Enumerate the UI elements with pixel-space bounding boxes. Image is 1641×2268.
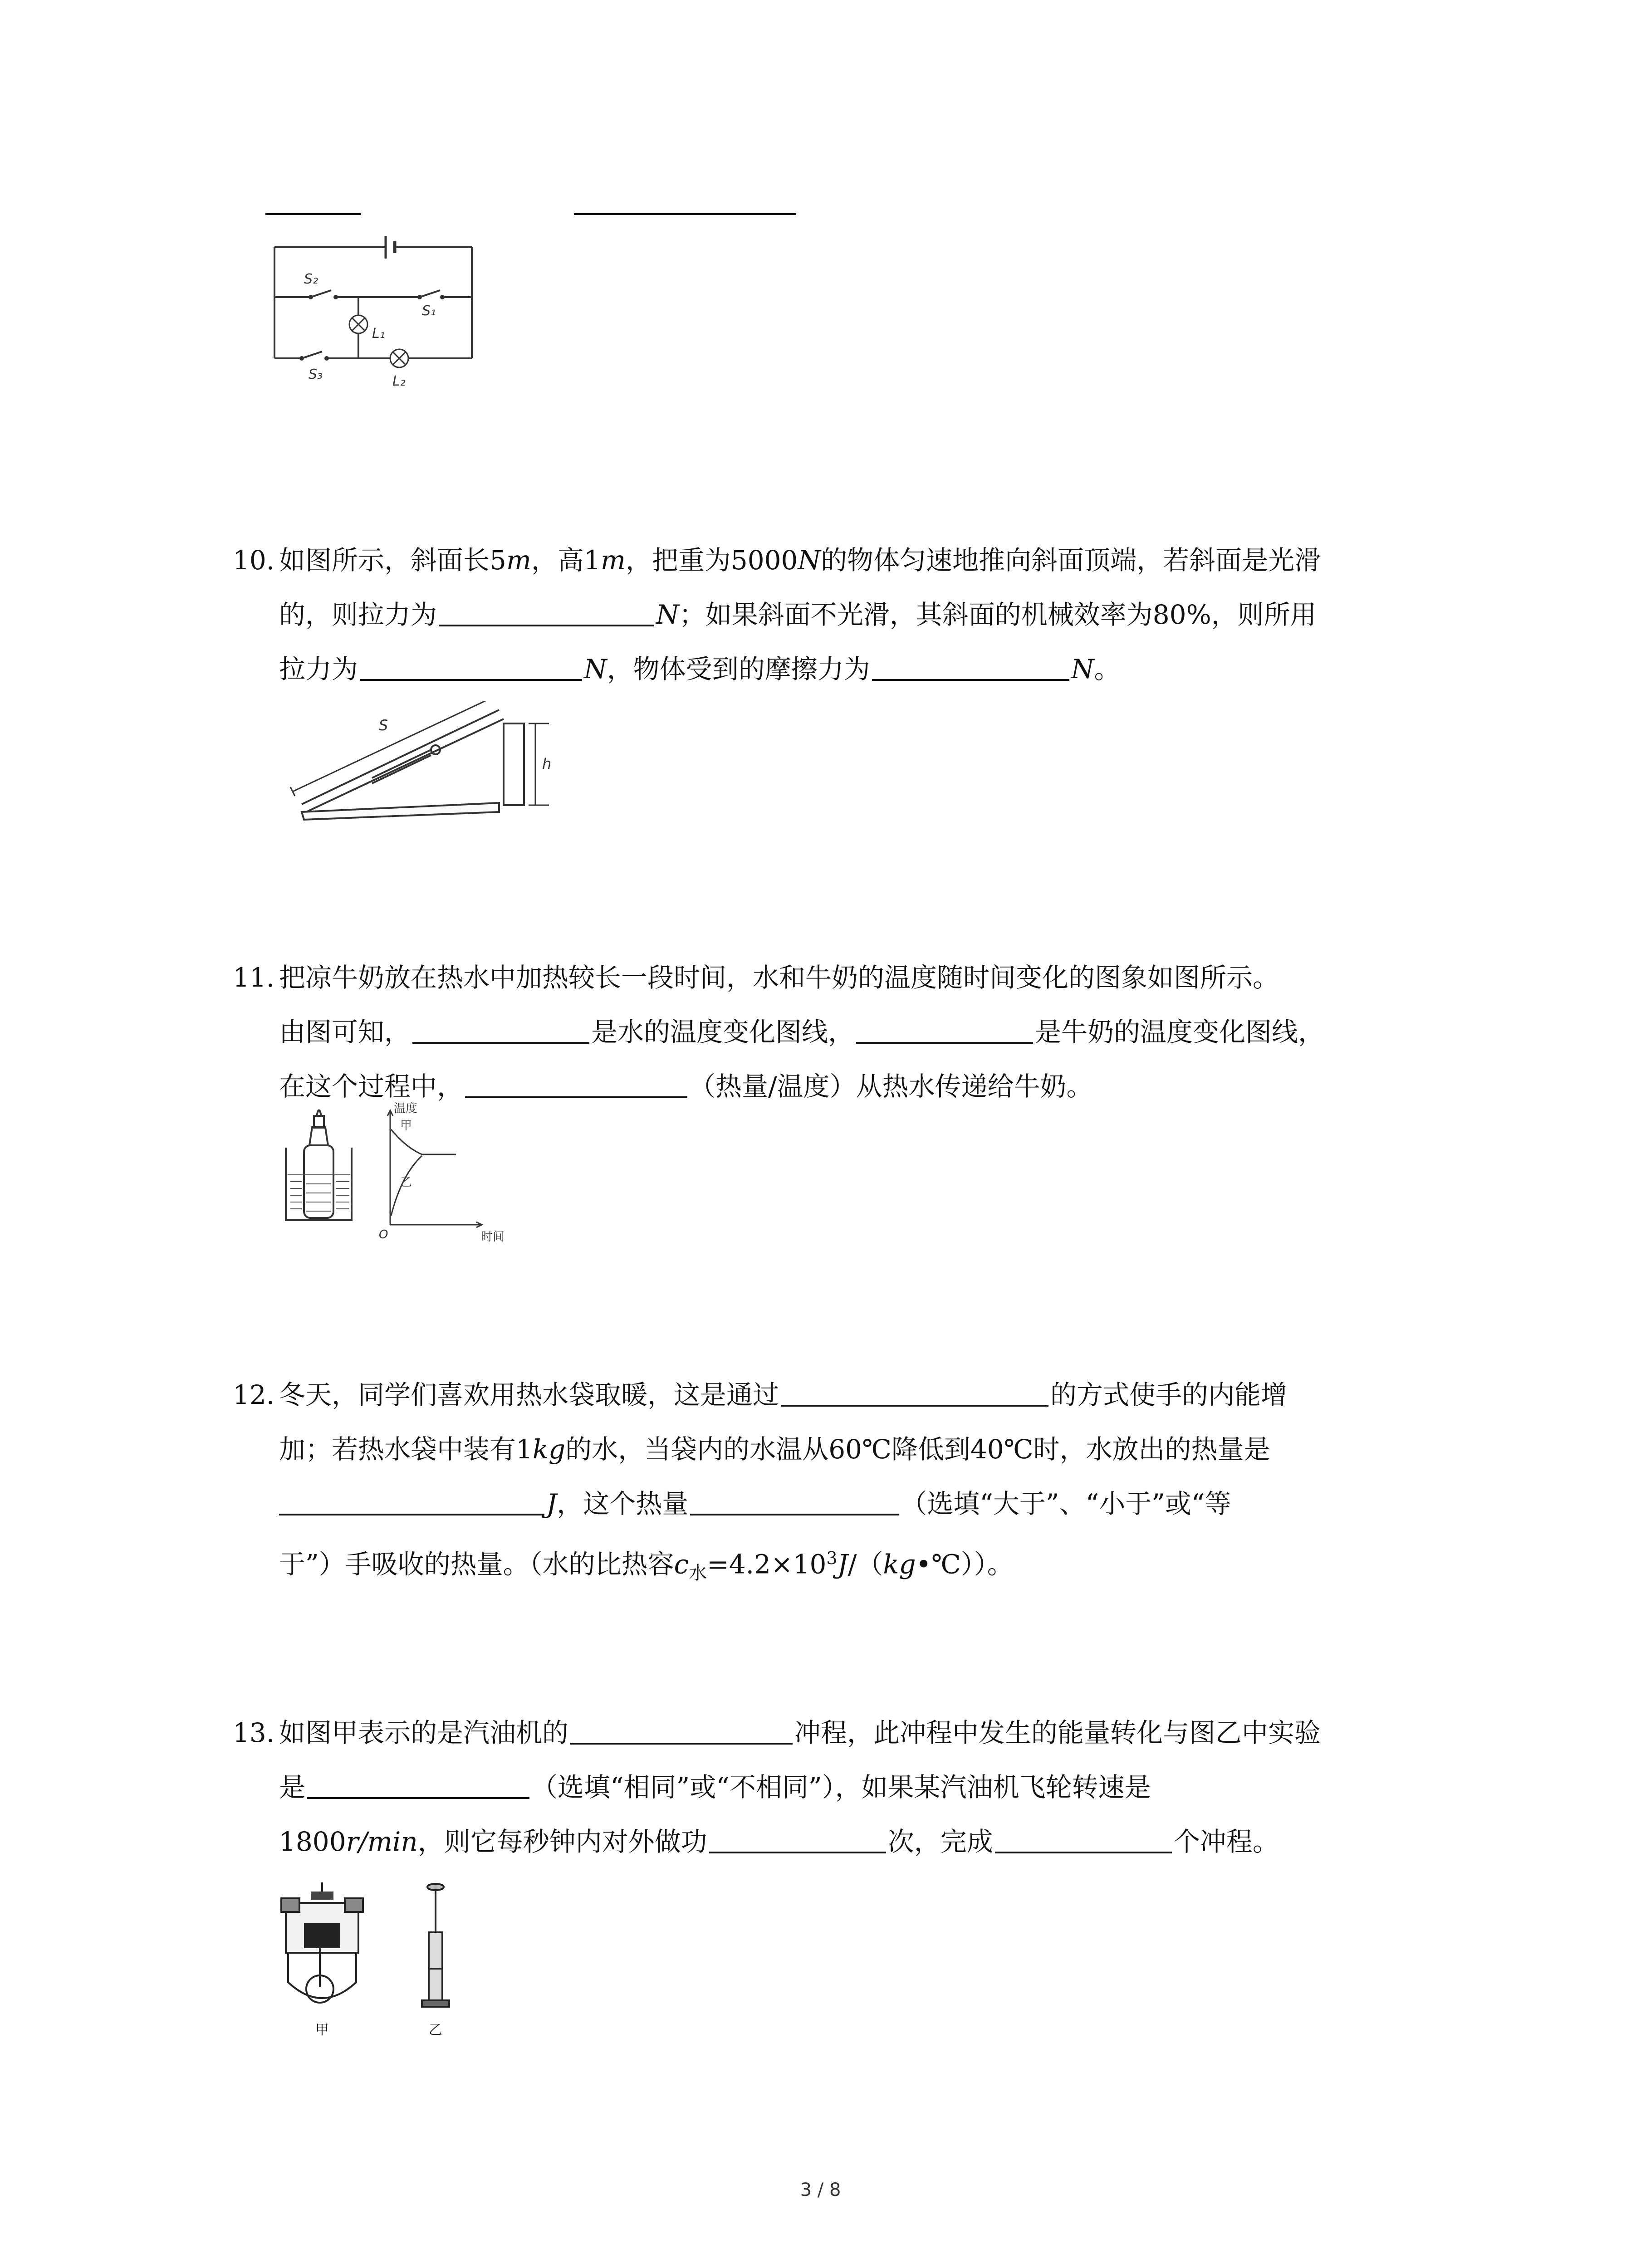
- q11-number: 11.: [233, 962, 275, 993]
- q11-line-2: 由图可知， 是水的温度变化图线， 是牛奶的温度变化图线，: [279, 1009, 1324, 1055]
- q12-line-3: J，这个热量 （选填“大于”、“小于”或“等: [279, 1481, 1231, 1526]
- q12-answer-blank-1[interactable]: [781, 1377, 1048, 1407]
- graph-yi-label: 乙: [400, 1176, 412, 1189]
- q13-answer-blank-2[interactable]: [307, 1769, 529, 1799]
- s2-label: S₂: [304, 271, 318, 287]
- q13-answer-blank-1[interactable]: [570, 1715, 793, 1745]
- q13-answer-blank-3[interactable]: [709, 1823, 886, 1853]
- l2-label: L₂: [392, 373, 406, 389]
- graph-origin-label: O: [379, 1228, 388, 1242]
- q12-line-2: 加；若热水袋中装有1kg的水，当袋内的水温从60℃降低到40℃时，水放出的热量是: [279, 1434, 1270, 1465]
- q10-answer-blank-3[interactable]: [872, 651, 1069, 681]
- graph-jia-label: 甲: [400, 1119, 412, 1133]
- graph-x-label: 时间: [481, 1230, 505, 1244]
- q13-number: 13.: [233, 1717, 275, 1748]
- q12-line-4: 于”）手吸收的热量。（水的比热容$c_水=4.2\times 10^3J/(kg•℃)$）。: [279, 1548, 1014, 1584]
- q10-line-3: 拉力为 N，物体受到的摩擦力为 N。: [279, 646, 1121, 692]
- q12-answer-blank-2[interactable]: [279, 1486, 544, 1515]
- page-number: 3 / 8: [800, 2180, 841, 2200]
- h-label: h: [542, 755, 552, 772]
- fig-jia-label: 甲: [315, 2022, 329, 2038]
- engine-experiment-diagram: [272, 1878, 490, 2041]
- q10-line-2: 的，则拉力为 N；如果斜面不光滑，其斜面的机械效率为80%，则所用: [279, 592, 1317, 637]
- incline-diagram: [281, 701, 572, 828]
- prev-answer-blank-1[interactable]: [265, 213, 361, 215]
- q10-answer-blank-1[interactable]: [439, 596, 654, 626]
- q10-answer-blank-2[interactable]: [360, 651, 582, 681]
- fig-yi-label: 乙: [429, 2022, 442, 2038]
- q13-line-2: 是 （选填“相同”或“不相同”），如果某汽油机飞轮转速是: [279, 1765, 1151, 1810]
- q13-line-1: 13. 如图甲表示的是汽油机的 冲程，此冲程中发生的能量转化与图乙中实验: [233, 1710, 1321, 1755]
- q11-line-1: 11. 把凉牛奶放在热水中加热较长一段时间，水和牛奶的温度随时间变化的图象如图所示。: [233, 955, 1279, 1000]
- q11-answer-blank-2[interactable]: [856, 1014, 1033, 1044]
- q11-answer-blank-3[interactable]: [465, 1068, 687, 1098]
- q13-line-3: 1800r/min，则它每秒钟内对外做功 次，完成 个冲程。: [279, 1819, 1279, 1864]
- milk-heating-diagram: [281, 1102, 535, 1247]
- q11-line-3: 在这个过程中， （热量/温度）从热水传递给牛奶。: [279, 1064, 1093, 1109]
- graph-y-label: 温度: [394, 1102, 418, 1115]
- s1-label: S₁: [422, 303, 436, 319]
- s-label: S: [379, 717, 388, 734]
- q12-answer-blank-3[interactable]: [690, 1486, 899, 1515]
- circuit-diagram: [259, 218, 485, 399]
- q11-answer-blank-1[interactable]: [412, 1014, 589, 1044]
- prev-answer-blank-2[interactable]: [574, 213, 796, 215]
- q10-number: 10.: [233, 545, 275, 576]
- l1-label: L₁: [372, 326, 385, 342]
- q10-line-1: 10. 如图所示，斜面长5m，高1m，把重为5000N的物体匀速地推向斜面顶端，若斜面是光滑: [233, 538, 1321, 583]
- q12-number: 12.: [233, 1379, 275, 1410]
- q12-line-1: 12. 冬天，同学们喜欢用热水袋取暖，这是通过 的方式使手的内能增: [233, 1372, 1287, 1418]
- q13-answer-blank-4[interactable]: [995, 1823, 1172, 1853]
- s3-label: S₃: [309, 367, 323, 382]
